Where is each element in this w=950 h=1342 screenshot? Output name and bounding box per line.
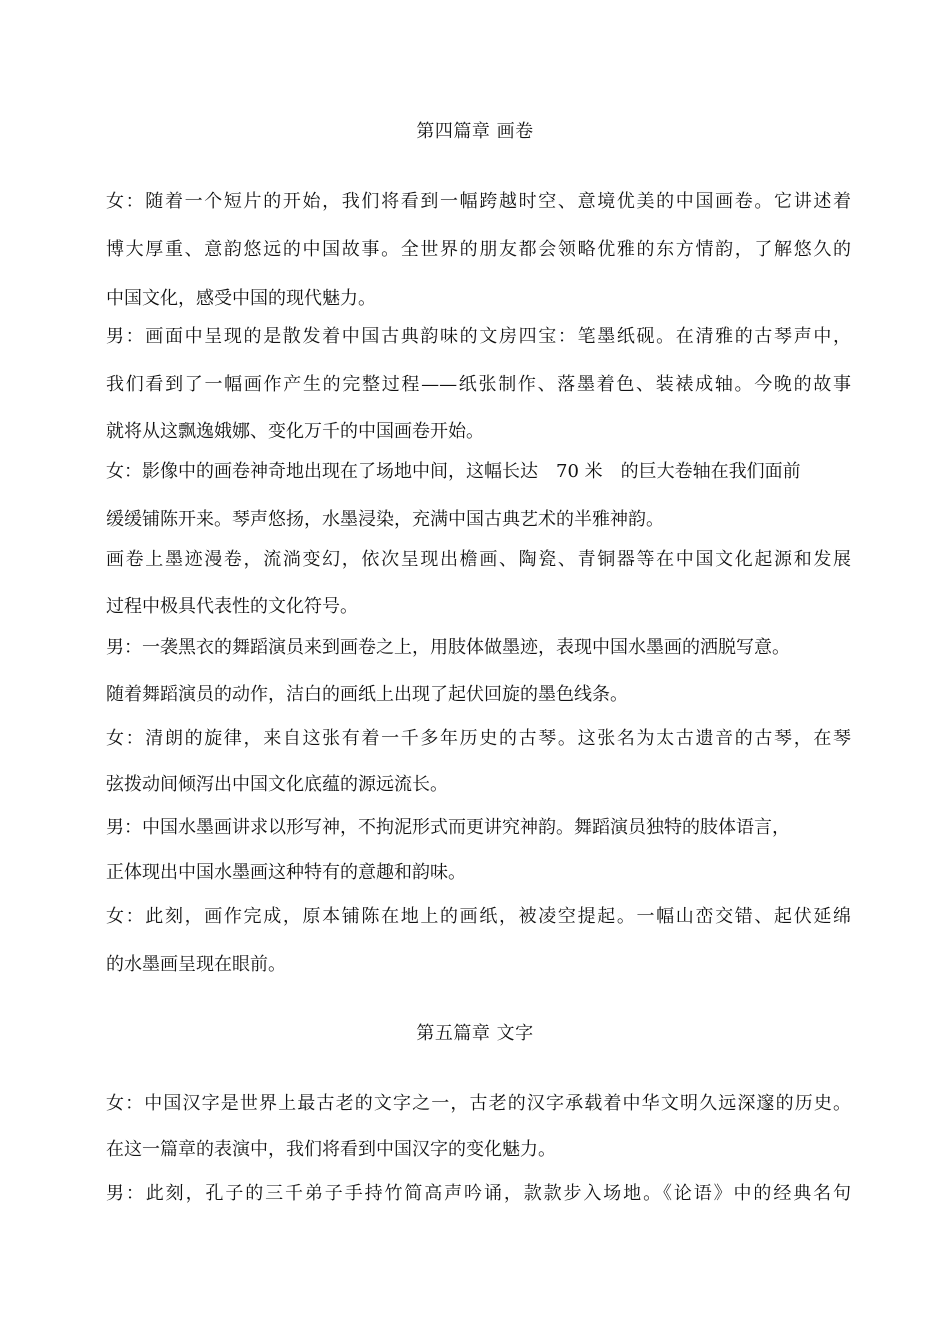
chapter-4-heading: 第四篇章 画卷 bbox=[416, 121, 534, 142]
chapter-4-line: 女：清朗的旋律，来自这张有着一千多年历史的古琴。这张名为太古遗音的古琴，在琴 bbox=[106, 728, 851, 749]
chapter-4-line: 正体现出中国水墨画这种特有的意趣和韵味。 bbox=[106, 862, 466, 883]
chapter-4-line: 女：此刻，画作完成，原本铺陈在地上的画纸，被凌空提起。一幅山峦交错、起伏延绵 bbox=[106, 906, 851, 927]
chapter-4-line: 女：随着一个短片的开始，我们将看到一幅跨越时空、意境优美的中国画卷。它讲述着 bbox=[106, 191, 851, 212]
chapter-4-line: 男：画面中呈现的是散发着中国古典韵味的文房四宝：笔墨纸砚。在清雅的古琴声中， bbox=[106, 326, 851, 347]
chapter-5-line: 男：此刻，孔子的三千弟子手持竹简高声吟诵，款款步入场地。《论语》中的经典名句 bbox=[106, 1183, 851, 1204]
chapter-4-line: 女：影像中的画卷神奇地出现在了场地中间，这幅长达 70 米 的巨大卷轴在我们面前 bbox=[106, 461, 801, 482]
chapter-4-line: 的水墨画呈现在眼前。 bbox=[106, 954, 286, 975]
chapter-4-line: 男：一袭黑衣的舞蹈演员来到画卷之上，用肢体做墨迹，表现中国水墨画的洒脱写意。 bbox=[106, 637, 790, 658]
chapter-4-line: 弦拨动间倾泻出中国文化底蕴的源远流长。 bbox=[106, 774, 448, 795]
chapter-4-line: 博大厚重、意韵悠远的中国故事。全世界的朋友都会领略优雅的东方情韵，了解悠久的 bbox=[106, 239, 851, 260]
chapter-4-line: 中国文化，感受中国的现代魅力。 bbox=[106, 288, 376, 309]
chapter-5-heading: 第五篇章 文字 bbox=[416, 1023, 534, 1044]
chapter-4-line: 男：中国水墨画讲求以形写神，不拘泥形式而更讲究神韵。舞蹈演员独特的肢体语言， bbox=[106, 817, 790, 838]
chapter-4-line: 就将从这飘逸娥娜、变化万千的中国画卷开始。 bbox=[106, 421, 484, 442]
chapter-5-line: 在这一篇章的表演中，我们将看到中国汉字的变化魅力。 bbox=[106, 1139, 556, 1160]
chapter-4-line: 过程中极具代表性的文化符号。 bbox=[106, 596, 358, 617]
chapter-4-line: 画卷上墨迹漫卷，流淌变幻，依次呈现出檐画、陶瓷、青铜器等在中国文化起源和发展 bbox=[106, 549, 851, 570]
chapter-4-line: 随着舞蹈演员的动作，洁白的画纸上出现了起伏回旋的墨色线条。 bbox=[106, 684, 628, 705]
chapter-4-line: 我们看到了一幅画作产生的完整过程——纸张制作、落墨着色、装裱成轴。今晚的故事 bbox=[106, 374, 851, 395]
chapter-5-line: 女：中国汉字是世界上最古老的文字之一，古老的汉字承载着中华文明久远深邃的历史。 bbox=[106, 1093, 851, 1114]
chapter-4-line: 缓缓铺陈开来。琴声悠扬，水墨浸染，充满中国古典艺术的半雅神韵。 bbox=[106, 509, 664, 530]
